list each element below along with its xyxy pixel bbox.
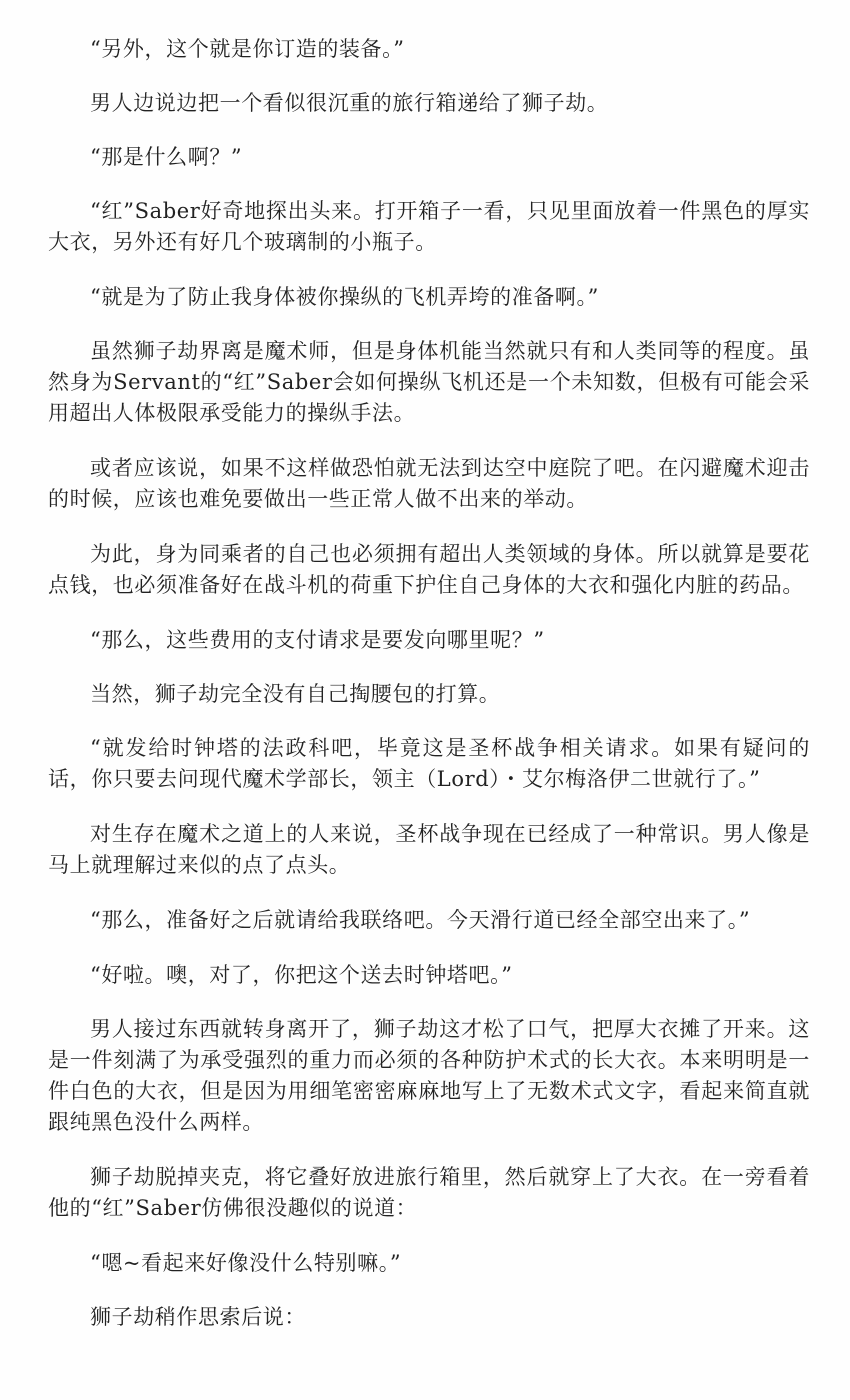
paragraph: “嗯~看起来好像没什么特别嘛。” <box>90 1251 402 1275</box>
paragraph: “那么，准备好之后就请给我联络吧。今天滑行道已经全部空出来了。” <box>90 908 751 932</box>
paragraph: 或者应该说，如果不这样做恐怕就无法到达空中庭院了吧。在闪避魔术迎击的时候，应该也难免要做出一些正常人做不出来的举动。 <box>48 456 810 511</box>
paragraph: “红”Saber好奇地探出头来。打开箱子一看，只见里面放着一件黑色的厚实大衣，另外还有好几个玻璃制的小瓶子。 <box>48 199 810 254</box>
paragraph: 男人边说边把一个看似很沉重的旅行箱递给了狮子劫。 <box>90 91 609 115</box>
paragraph: 为此，身为同乘者的自己也必须拥有超出人类领域的身体。所以就算是要花点钱，也必须准备好在战斗机的荷重下护住自己身体的大衣和强化内脏的药品。 <box>48 542 810 597</box>
paragraph: 对生存在魔术之道上的人来说，圣杯战争现在已经成了一种常识。男人像是马上就理解过来似的点了点头。 <box>48 822 810 877</box>
paragraph: “那是什么啊？” <box>90 145 243 169</box>
paragraph: 当然，狮子劫完全没有自己掏腰包的打算。 <box>90 682 501 706</box>
paragraph: “另外，这个就是你订造的装备。” <box>90 37 405 61</box>
paragraph: 狮子劫脱掉夹克，将它叠好放进旅行箱里，然后就穿上了大衣。在一旁看着他的“红”Saber仿佛很没趣似的说道： <box>48 1165 810 1220</box>
paragraph: “好啦。噢，对了，你把这个送去时钟塔吧。” <box>90 963 513 987</box>
text-column <box>48 34 810 1356</box>
paragraph: “那么，这些费用的支付请求是要发向哪里呢？” <box>90 628 545 652</box>
paragraph: 男人接过东西就转身离开了，狮子劫这才松了口气，把厚大衣摊了开来。这是一件刻满了为承受强烈的重力而必须的各种防护术式的长大衣。本来明明是一件白色的大衣，但是因为用细笔密密麻麻地写上了无数术式文字，看起来简直就跟纯黑色没什么两样。 <box>48 1017 810 1134</box>
paragraph: “就是为了防止我身体被你操纵的飞机弄垮的准备啊。” <box>90 285 599 309</box>
paragraph: 虽然狮子劫界离是魔术师，但是身体机能当然就只有和人类同等的程度。虽然身为Servant的“红”Saber会如何操纵飞机还是一个未知数，但极有可能会采用超出人体极限承受能力的操纵手法。 <box>48 339 810 425</box>
paragraph: 狮子劫稍作思索后说： <box>90 1305 306 1329</box>
paragraph: “就发给时钟塔的法政科吧，毕竟这是圣杯战争相关请求。如果有疑问的话，你只要去问现代魔术学部长，领主（Lord）・艾尔梅洛伊二世就行了。” <box>48 736 810 791</box>
